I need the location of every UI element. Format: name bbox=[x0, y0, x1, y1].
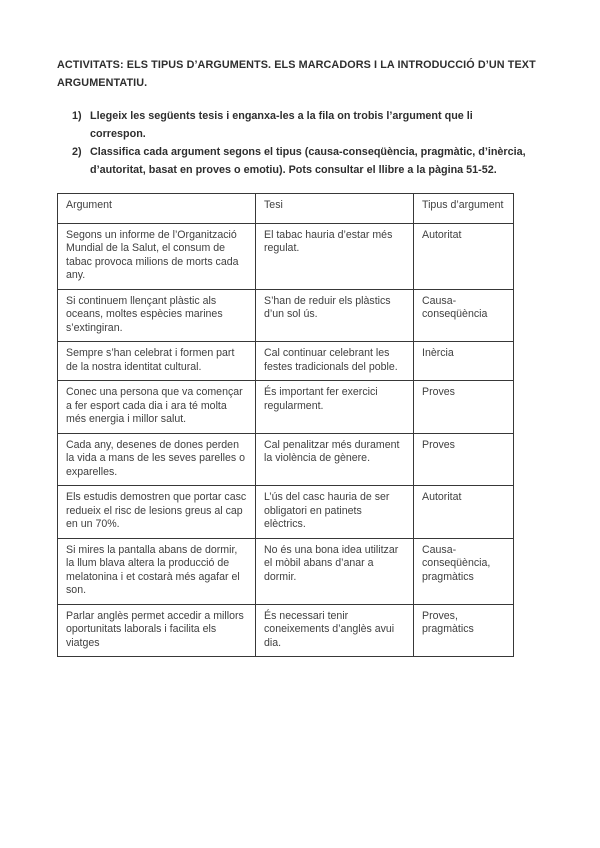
table-row bbox=[58, 486, 514, 539]
tipus-cell: Proves bbox=[414, 433, 514, 486]
argument-cell: Sempre s’han celebrat i formen part de la nostra identitat cultural. bbox=[58, 342, 256, 381]
table-row bbox=[58, 604, 514, 657]
tesi-cell: No és una bona idea utilitzar el mòbil abans d’anar a dormir. bbox=[256, 538, 414, 604]
instruction-text: Classifica cada argument segons el tipus (causa-conseqüència, pragmàtic, d’inèrcia, d’autoritat, basat en proves o emotiu). Pots consultar el llibre a la pàgina 51-52. bbox=[90, 146, 526, 176]
tesi-cell: Cal continuar celebrant les festes tradicionals del poble. bbox=[256, 342, 414, 381]
tipus-cell: Autoritat bbox=[414, 486, 514, 539]
tipus-cell: Proves, pragmàtics bbox=[414, 604, 514, 657]
tipus-cell: Inèrcia bbox=[414, 342, 514, 381]
column-header-argument: Argument bbox=[58, 194, 256, 224]
arguments-table bbox=[57, 193, 514, 657]
instructions-list bbox=[57, 107, 570, 179]
argument-cell: Conec una persona que va començar a fer esport cada dia i ara té molta més energia i millor salut. bbox=[58, 381, 256, 434]
table-header-row bbox=[58, 194, 514, 224]
instruction-item-2 bbox=[57, 143, 570, 179]
instruction-number: 1) bbox=[72, 110, 82, 122]
tesi-cell: És necessari tenir coneixements d’anglès avui dia. bbox=[256, 604, 414, 657]
tesi-cell: L’ús del casc hauria de ser obligatori en patinets elèctrics. bbox=[256, 486, 414, 539]
column-header-tesi: Tesi bbox=[256, 194, 414, 224]
table-row bbox=[58, 381, 514, 434]
table-row bbox=[58, 342, 514, 381]
argument-cell: Els estudis demostren que portar casc redueix el risc de lesions greus al cap en un 70%. bbox=[58, 486, 256, 539]
tesi-cell: És important fer exercici regularment. bbox=[256, 381, 414, 434]
table-row bbox=[58, 289, 514, 342]
argument-cell: Si mires la pantalla abans de dormir, la llum blava altera la producció de melatonina i et costarà més agafar el son. bbox=[58, 538, 256, 604]
tipus-cell: Autoritat bbox=[414, 223, 514, 289]
argument-cell: Parlar anglès permet accedir a millors oportunitats laborals i facilita els viatges bbox=[58, 604, 256, 657]
instruction-text: Llegeix les següents tesis i enganxa-les a la fila on trobis l’argument que li correspon. bbox=[90, 110, 473, 140]
instruction-number: 2) bbox=[72, 146, 82, 158]
instruction-item-1 bbox=[57, 107, 570, 143]
argument-cell: Segons un informe de l’Organització Mundial de la Salut, el consum de tabac provoca milions de morts cada any. bbox=[58, 223, 256, 289]
argument-cell: Si continuem llençant plàstic als oceans, moltes espècies marines s’extingiran. bbox=[58, 289, 256, 342]
column-header-tipus: Tipus d’argument bbox=[414, 194, 514, 224]
table-row bbox=[58, 538, 514, 604]
argument-cell: Cada any, desenes de dones perden la vida a mans de les seves parelles o exparelles. bbox=[58, 433, 256, 486]
tesi-cell: Cal penalitzar més durament la violència de gènere. bbox=[256, 433, 414, 486]
tesi-cell: El tabac hauria d’estar més regulat. bbox=[256, 223, 414, 289]
tipus-cell: Proves bbox=[414, 381, 514, 434]
tipus-cell: Causa-conseqüència bbox=[414, 289, 514, 342]
table-row bbox=[58, 223, 514, 289]
tipus-cell: Causa-conseqüència, pragmàtics bbox=[414, 538, 514, 604]
page-title: ACTIVITATS: ELS TIPUS D’ARGUMENTS. ELS MARCADORS I LA INTRODUCCIÓ D’UN TEXT ARGUMENTATIU. bbox=[57, 59, 536, 89]
table-row bbox=[58, 433, 514, 486]
tesi-cell: S’han de reduir els plàstics d’un sol ús. bbox=[256, 289, 414, 342]
